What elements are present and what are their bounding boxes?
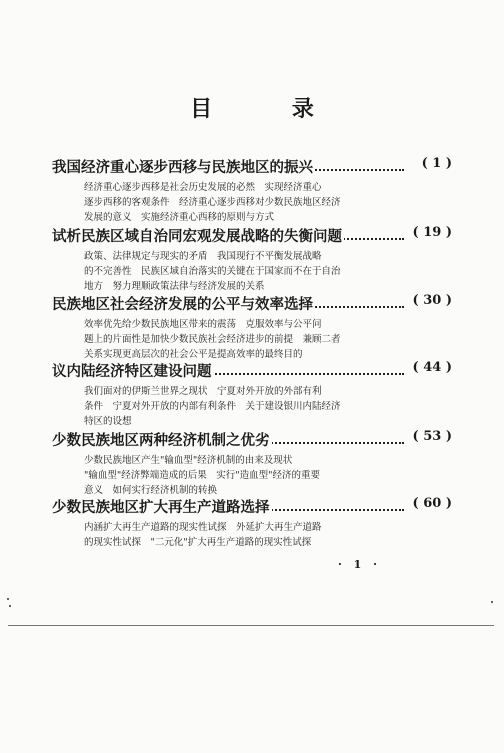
toc-entry-3 [52, 293, 452, 362]
scan-speck [7, 598, 9, 600]
toc-entry-title: 少数民族地区扩大再生产道路选择 [52, 496, 272, 517]
toc-entry-title: 议内陆经济特区建设问题 [52, 360, 214, 381]
toc-entry-2 [52, 225, 452, 294]
toc-entry-summary: 政策、法律规定与现实的矛盾 我国现行不平衡发展战略 的不完善性 民族区域自治落实的关键在于国家而不在于自治 地方 努力理顺政策法律与经济发展的关系 [84, 251, 341, 292]
toc-entry-6 [52, 496, 452, 550]
toc-entry-title: 我国经济重心逐步西移与民族地区的振兴 [52, 156, 315, 177]
toc-entry-heading-row [52, 293, 452, 315]
toc-entry-heading-row [52, 225, 452, 247]
toc-entry-summary: 经济重心逐步西移是社会历史发展的必然 实现经济重心 逐步西移的客观条件 经济重心逐步西移对少数民族地区经济 发展的意义 实施经济重心西移的原则与方式 [84, 182, 341, 223]
toc-entry-title: 试析民族区域自治同宏观发展战略的失衡问题 [52, 225, 344, 246]
toc-entry-summary: 效率优先给少数民族地区带来的震荡 克服效率与公平问 题上的片面性是加快少数民族社会经济进步的前提 兼顾二者 关系实现更高层次的社会公平是提高效率的最终目的 [84, 319, 341, 360]
toc-entry-page: ( 44 ) [412, 360, 452, 375]
toc-entry-heading-row [52, 496, 452, 518]
toc-entry-heading-row [52, 360, 452, 382]
toc-entry-page: ( 1 ) [421, 156, 452, 171]
toc-entry-title: 民族地区社会经济发展的公平与效率选择 [52, 293, 315, 314]
toc-entry-summary: 我们面对的伊斯兰世界之现状 宁夏对外开放的外部有利 条件 宁夏对外开放的内部有利条件 关于建设银川内陆经济 特区的设想 [84, 386, 341, 427]
toc-entry-1 [52, 156, 452, 225]
toc-entry-title: 少数民族地区两种经济机制之优劣 [52, 429, 272, 450]
toc-entry-summary: 内涵扩大再生产道路的现实性试探 外延扩大再生产道路 的现实性试探 "二元化"扩大再生产道路的现实性试探 [84, 522, 322, 548]
toc-entry-summary: 少数民族地区产生"输血型"经济机制的由来及现状 "输血型"经济弊端造成的后果 实行"造血型"经济的重要 意义 如何实行经济机制的转换 [84, 455, 320, 496]
page-bottom-rule [8, 625, 494, 626]
toc-entry-heading-row [52, 156, 452, 178]
page-number: · 1 · [338, 558, 381, 571]
toc-entry-4 [52, 360, 452, 429]
toc-entry-heading-row [52, 429, 452, 451]
toc-entry-page: ( 19 ) [412, 225, 452, 240]
toc-entry-5 [52, 429, 452, 498]
toc-entry-page: ( 53 ) [412, 429, 452, 444]
scan-speck [9, 605, 11, 607]
page-title: 目 录 [190, 96, 350, 122]
toc-entry-page: ( 60 ) [412, 496, 452, 511]
toc-entry-page: ( 30 ) [412, 293, 452, 308]
scan-speck [491, 601, 493, 603]
